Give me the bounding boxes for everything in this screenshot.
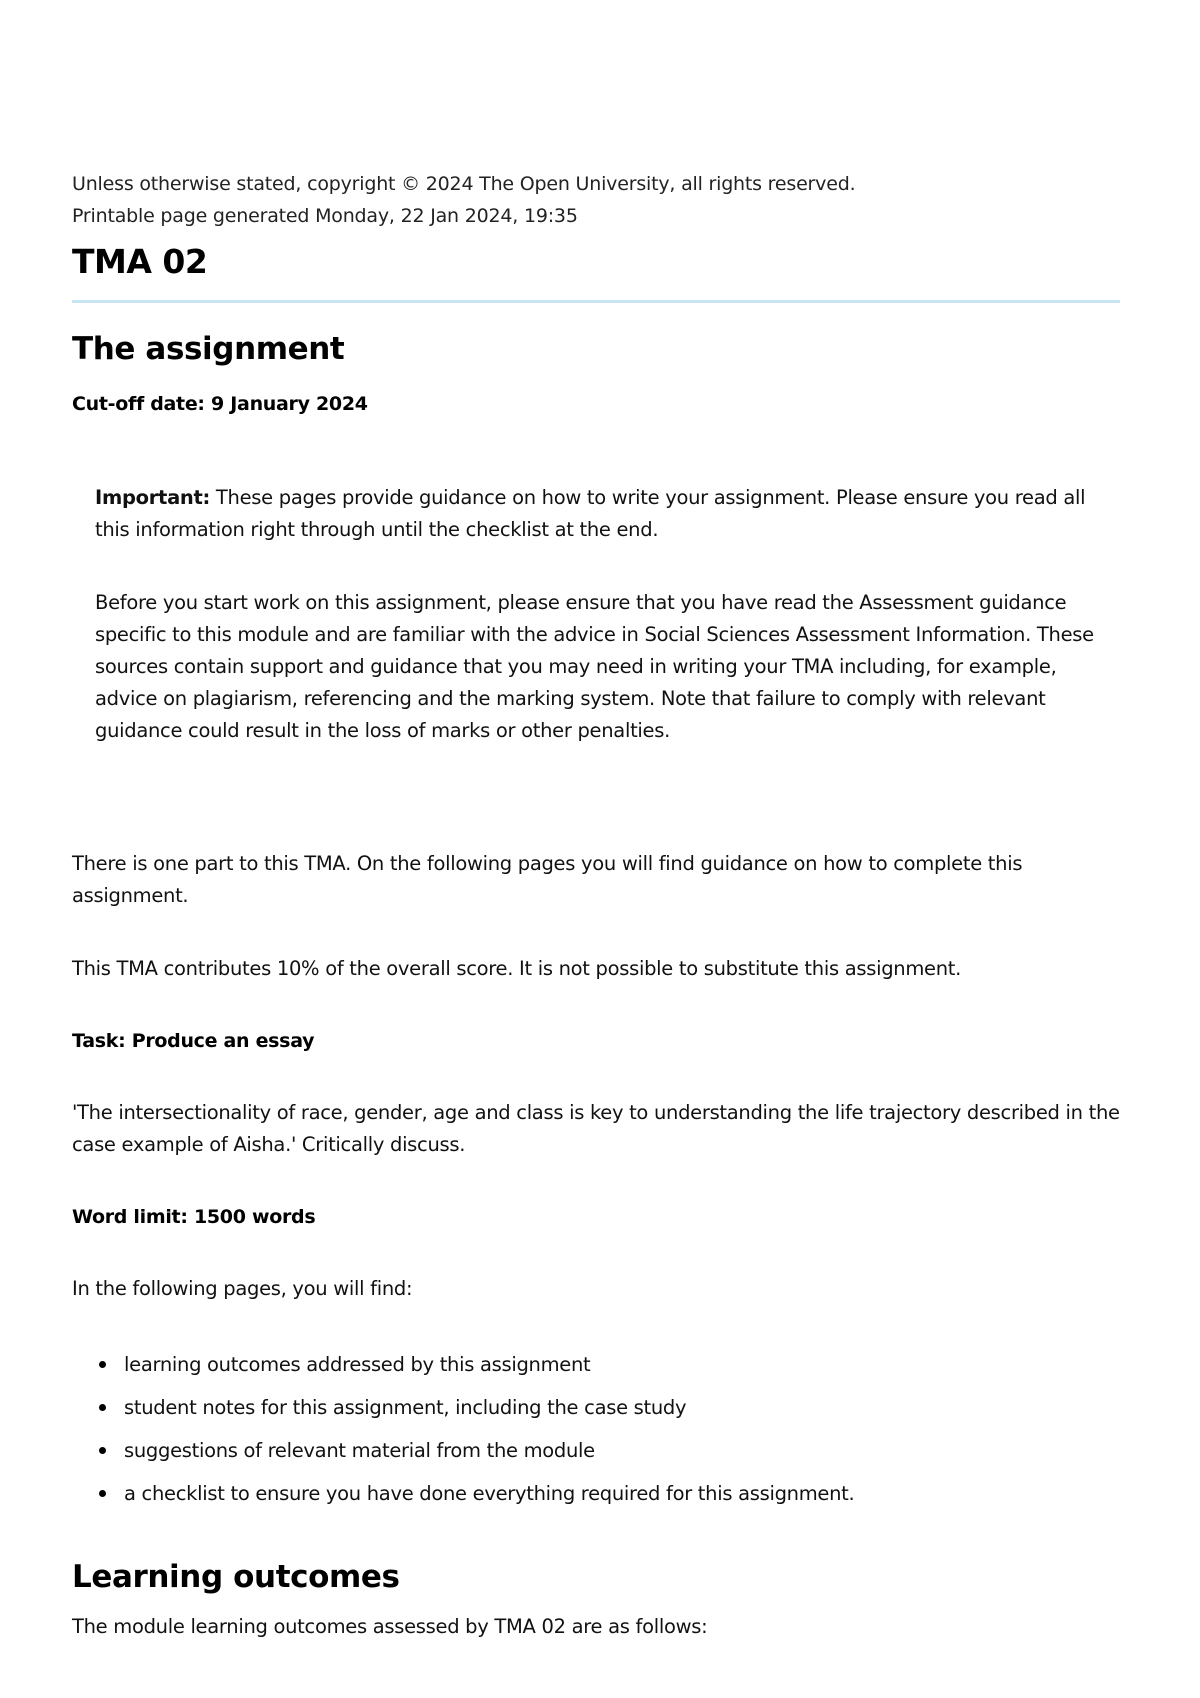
important-notice [72, 482, 1095, 747]
word-limit: Word limit: 1500 words [72, 1206, 316, 1228]
section-heading-assignment: The assignment [72, 331, 345, 367]
bullet-icon [99, 1404, 106, 1411]
important-paragraph [95, 482, 1095, 546]
task-label: Task: Produce an essay [72, 1030, 315, 1052]
copyright-notice: Unless otherwise stated, copyright © 2024 The Open University, all rights reserved. [72, 173, 856, 195]
task-text: 'The intersectionality of race, gender, age and class is key to understanding the life trajectory described in the case example of Aisha.' Critically discuss. [72, 1101, 1120, 1156]
before-start-paragraph: Before you start work on this assignment, please ensure that you have read the Assessment guidance specific to this module and are familiar with the advice in Social Sciences Assessment Information. These sources contain support and guidance that you may need in writing your TMA including, for example, advice on plagiarism, referencing and the marking system. Note that failure to comply with relevant guidance could result in the loss of marks or other penalties. [95, 591, 1094, 742]
list-item: a checklist to ensure you have done everything required for this assignment. [124, 1472, 1122, 1515]
title-divider [72, 300, 1120, 303]
list-item: suggestions of relevant material from the module [124, 1429, 1122, 1472]
contributes-paragraph: This TMA contributes 10% of the overall score. It is not possible to substitute this assignment. [72, 957, 962, 980]
generated-timestamp: Printable page generated Monday, 22 Jan 2024, 19:35 [72, 205, 578, 227]
document-page [72, 168, 1122, 1643]
page-title: TMA 02 [72, 242, 208, 281]
bullet-icon [99, 1447, 106, 1454]
following-intro: In the following pages, you will find: [72, 1277, 413, 1300]
important-text: These pages provide guidance on how to write your assignment. Please ensure you read all this information right through until the checklist at the end. [95, 486, 1086, 541]
section-heading-learning-outcomes: Learning outcomes [72, 1559, 400, 1595]
contents-list [72, 1343, 1122, 1515]
bullet-icon [99, 1361, 106, 1368]
list-item: learning outcomes addressed by this assignment [124, 1343, 1122, 1386]
outcomes-intro: The module learning outcomes assessed by TMA 02 are as follows: [72, 1615, 708, 1638]
list-item: student notes for this assignment, including the case study [124, 1386, 1122, 1429]
bullet-icon [99, 1490, 106, 1497]
one-part-paragraph: There is one part to this TMA. On the following pages you will find guidance on how to complete this assignment. [72, 852, 1023, 907]
cutoff-date: Cut-off date: 9 January 2024 [72, 393, 368, 415]
important-label: Important: [95, 486, 211, 509]
